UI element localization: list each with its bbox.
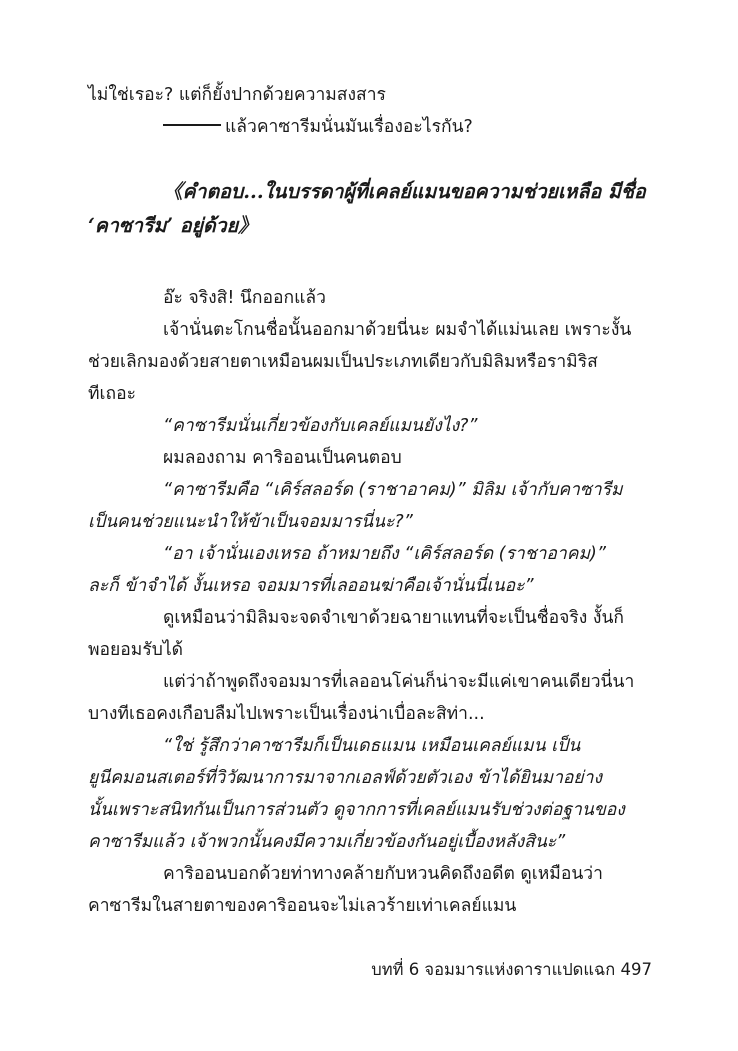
text-line: บางทีเธอคงเกือบลืมไปเพราะเป็นเรื่องน่าเบื่อละสิท่า... (88, 704, 485, 724)
dialogue-line: “คาซารีมนั่นเกี่ยวข้องกับเคลย์แมนยังไง?” (163, 416, 478, 436)
em-dash (163, 124, 221, 126)
text-line: อ๊ะ จริงสิ! นึกออกแล้ว (163, 288, 326, 308)
dialogue-line: คาซารีมแล้ว เจ้าพวกนั้นคงมีความเกี่ยวข้องกันอยู่เบื้องหลังสินะ” (88, 832, 566, 852)
text-line: ทีเถอะ (88, 384, 137, 404)
text-line: คาซารีมในสายตาของคาริออนจะไม่เลวร้ายเท่าเคลย์แมน (88, 896, 517, 916)
dialogue-line: นั้นเพราะสนิทกันเป็นการส่วนตัว ดูจากการที่เคลย์แมนรับช่วงต่อฐานของ (88, 800, 625, 820)
page-footer: บทที่ 6 จอมมารแห่งดาราแปดแฉก 497 (371, 960, 652, 979)
text-line: คาริออนบอกด้วยท่าทางคล้ายกับหวนคิดถึงอดีต ดูเหมือนว่า (163, 864, 603, 884)
text-line: ดูเหมือนว่ามิลิมจะจดจำเขาด้วยฉายาแทนที่จะเป็นชื่อจริง งั้นก็ (163, 608, 625, 628)
heading-line: 《คำตอบ...ในบรรดาผู้ที่เคลย์แมนขอความช่วยเหลือ มีชื่อ (163, 180, 646, 203)
dialogue-line: ยูนีคมอนสเตอร์ที่วิวัฒนาการมาจากเอลฟ์ด้วยตัวเอง ข้าได้ยินมาอย่าง (88, 768, 603, 788)
text-line: ไม่ใช่เรอะ? แต่ก็ยั้งปากด้วยความสงสาร (88, 85, 386, 105)
text-line-body: แล้วคาซารีมนั่นมันเรื่องอะไรกัน? (225, 117, 473, 137)
text-line: แต่ว่าถ้าพูดถึงจอมมารที่เลออนโค่นก็น่าจะมีแค่เขาคนเดียวนี่นา (163, 672, 635, 692)
text-line: เจ้านั่นตะโกนชื่อนั้นออกมาด้วยนี่นะ ผมจำได้แม่นเลย เพราะงั้น (163, 320, 632, 340)
dialogue-line: “ใช่ รู้สึกว่าคาซารีมก็เป็นเดธแมน เหมือนเคลย์แมน เป็น (163, 736, 581, 756)
dialogue-line: “อา เจ้านั่นเองเหรอ ถ้าหมายถึง “เคิร์สลอร์ด (ราชาอาคม)” (163, 544, 606, 564)
dialogue-line: ละก็ ข้าจำได้ งั้นเหรอ จอมมารที่เลออนฆ่าคือเจ้านั่นนี่เนอะ” (88, 576, 534, 596)
dialogue-line: “คาซารีมคือ “เคิร์สลอร์ด (ราชาอาคม)” มิลิม เจ้ากับคาซารีม (163, 480, 623, 500)
dialogue-line: เป็นคนช่วยแนะนำให้ข้าเป็นจอมมารนี่นะ?” (88, 512, 413, 532)
text-line: ช่วยเลิกมองด้วยสายตาเหมือนผมเป็นประเภทเดียวกับมิลิมหรือรามิริส (88, 352, 598, 372)
text-line: ผมลองถาม คาริออนเป็นคนตอบ (163, 448, 402, 468)
text-line (163, 112, 652, 142)
text-line: พอยอมรับได้ (88, 640, 184, 660)
heading-line: ‘คาซารีม’ อยู่ด้วย》 (88, 214, 258, 237)
